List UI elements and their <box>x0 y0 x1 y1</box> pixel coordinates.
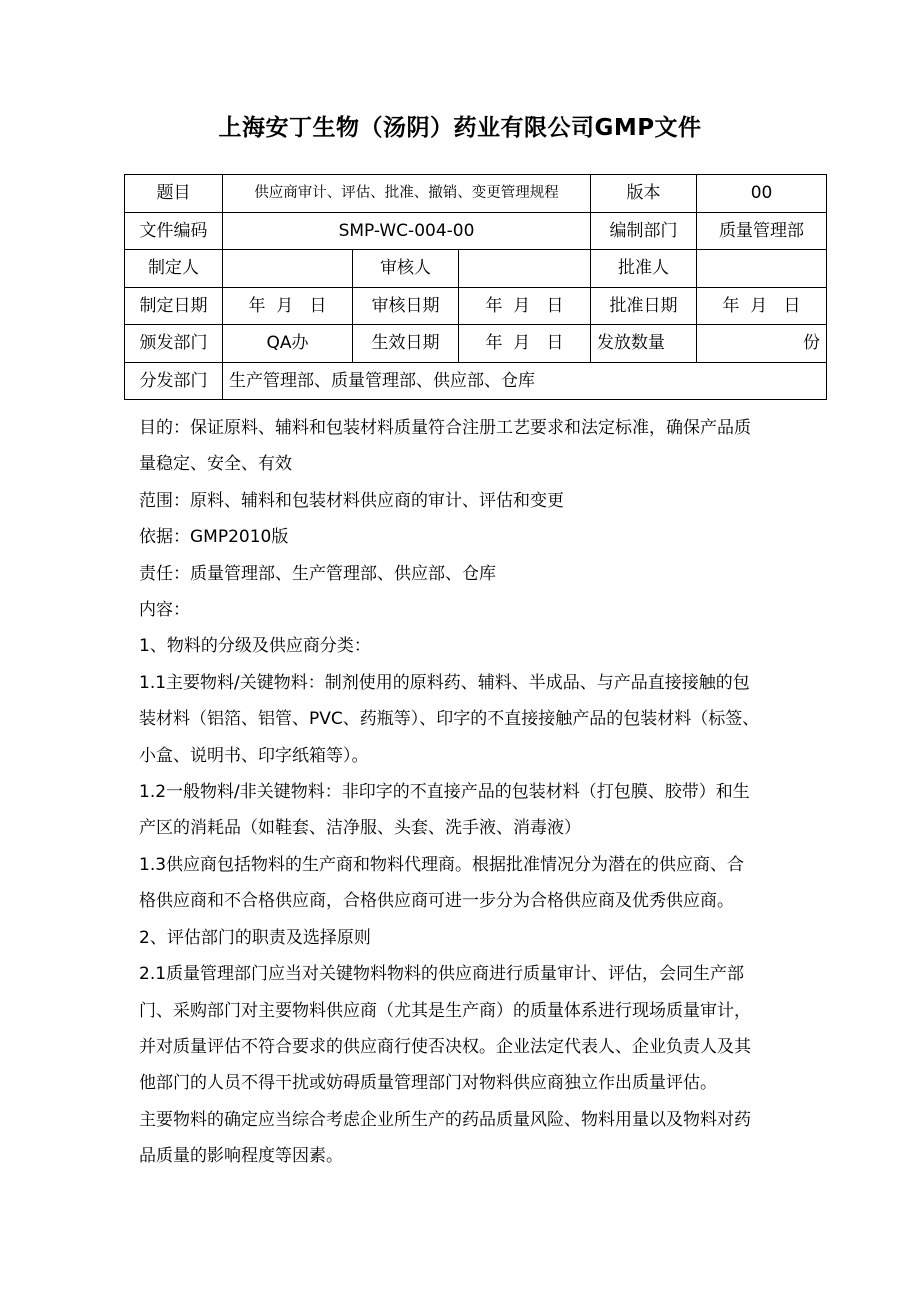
body-line: 1.3供应商包括物料的生产商和物料代理商。根据批准情况分为潜在的供应商、合 <box>139 854 745 875</box>
body-line: 1、物料的分级及供应商分类： <box>139 636 371 657</box>
meta-row-distribution <box>125 362 827 400</box>
issue-dept-value: QA办 <box>223 325 353 363</box>
dist-dept-label: 分发部门 <box>125 362 223 400</box>
effective-date-label: 生效日期 <box>353 325 459 363</box>
body-line: 1.1主要物料/关键物料：制剂使用的原料药、辅料、半成品、与产品直接接触的包 <box>139 672 750 693</box>
meta-row-people <box>125 250 827 288</box>
doc-code-label: 文件编码 <box>125 212 223 250</box>
body-line: 量稳定、安全、有效 <box>139 454 292 475</box>
body-line: 责任：质量管理部、生产管理部、供应部、仓库 <box>139 563 496 584</box>
meta-row-subject <box>125 175 827 213</box>
approve-date-label: 批准日期 <box>591 287 697 325</box>
made-date-value: 年 月 日 <box>223 287 353 325</box>
body-line: 装材料（铝箔、铝管、PVC、药瓶等）、印字的不直接接触产品的包装材料（标签、 <box>139 709 760 730</box>
meta-row-code <box>125 212 827 250</box>
body-line: 品质量的影响程度等因素。 <box>139 1146 343 1167</box>
made-date-label: 制定日期 <box>125 287 223 325</box>
document-body <box>139 410 823 1175</box>
author-label: 制定人 <box>125 250 223 288</box>
copies-unit: 份 <box>697 325 827 363</box>
body-line: 主要物料的确定应当综合考虑企业所生产的药品质量风险、物料用量以及物料对药 <box>139 1109 751 1130</box>
version-label: 版本 <box>591 175 697 213</box>
body-line: 他部门的人员不得干扰或妨碍质量管理部门对物料供应商独立作出质量评估。 <box>139 1073 717 1094</box>
approver-value <box>697 250 827 288</box>
body-line: 内容： <box>139 600 190 621</box>
meta-row-dates <box>125 287 827 325</box>
document-title: 上海安丁生物（汤阴）药业有限公司GMP文件 <box>218 115 702 141</box>
body-line: 格供应商和不合格供应商，合格供应商可进一步分为合格供应商及优秀供应商。 <box>139 891 734 912</box>
subject-label: 题目 <box>125 175 223 213</box>
body-line: 小盒、说明书、印字纸箱等）。 <box>139 745 369 766</box>
body-line: 门、采购部门对主要物料供应商（尤其是生产商）的质量体系进行现场质量审计， <box>139 1000 751 1021</box>
body-line: 依据：GMP2010版 <box>139 527 289 548</box>
review-date-label: 审核日期 <box>353 287 459 325</box>
body-line: 产区的消耗品（如鞋套、洁净服、头套、洗手液、消毒液） <box>139 818 581 839</box>
effective-date-value: 年 月 日 <box>459 325 591 363</box>
reviewer-label: 审核人 <box>353 250 459 288</box>
meta-row-issue <box>125 325 827 363</box>
body-line: 1.2一般物料/非关键物料：非印字的不直接产品的包装材料（打包膜、胶带）和生 <box>139 782 750 803</box>
review-date-value: 年 月 日 <box>459 287 591 325</box>
approver-label: 批准人 <box>591 250 697 288</box>
dept-value: 质量管理部 <box>697 212 827 250</box>
document-meta-table <box>124 174 827 400</box>
approve-date-value: 年 月 日 <box>697 287 827 325</box>
body-line: 2、评估部门的职责及选择原则 <box>139 927 371 948</box>
issue-dept-label: 颁发部门 <box>125 325 223 363</box>
author-value <box>223 250 353 288</box>
body-line: 目的：保证原料、辅料和包装材料质量符合注册工艺要求和法定标准，确保产品质 <box>139 418 751 438</box>
dept-label: 编制部门 <box>591 212 697 250</box>
doc-code-value: SMP-WC-004-00 <box>223 212 591 250</box>
reviewer-value <box>459 250 591 288</box>
body-line: 并对质量评估不符合要求的供应商行使否决权。企业法定代表人、企业负责人及其 <box>139 1036 751 1057</box>
dist-dept-value: 生产管理部、质量管理部、供应部、仓库 <box>223 362 827 400</box>
subject-value: 供应商审计、评估、批准、撤销、变更管理规程 <box>223 175 591 213</box>
body-line: 2.1质量管理部门应当对关键物料物料的供应商进行质量审计、评估，会同生产部 <box>139 964 745 985</box>
version-value: 00 <box>697 175 827 213</box>
copies-label: 发放数量 <box>591 325 697 363</box>
body-line: 范围：原料、辅料和包装材料供应商的审计、评估和变更 <box>139 490 564 511</box>
